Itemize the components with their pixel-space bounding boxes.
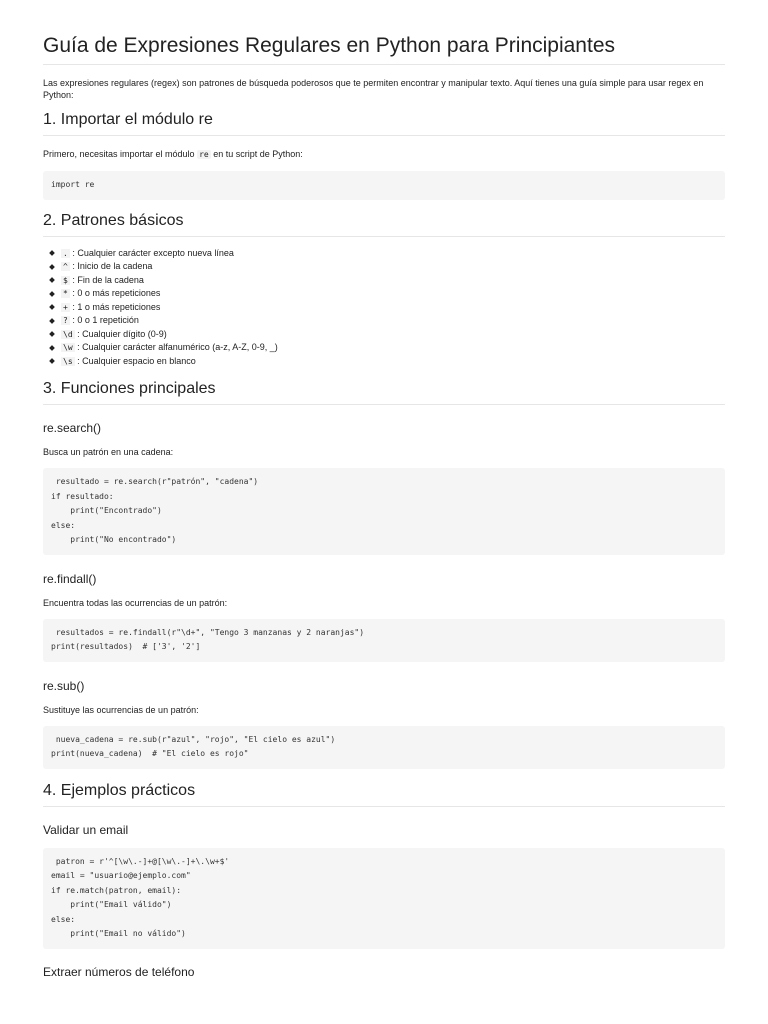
basic-patterns-list <box>43 247 725 369</box>
re-findall-title: re.findall() <box>43 571 97 586</box>
re-search-title: re.search() <box>43 421 102 435</box>
list-item: ^ : Inicio de la cadena <box>61 260 725 274</box>
section-1-heading: 1. Importar el módulo re <box>43 111 725 136</box>
section-3-heading: 3. Funciones principales <box>43 380 725 405</box>
list-item: $ : Fin de la cadena <box>61 274 725 288</box>
section-2-heading: 2. Patrones básicos <box>43 212 725 237</box>
page-title: Guía de Expresiones Regulares en Python para Principiantes <box>43 0 725 65</box>
phone-example-title: Extraer números de teléfono <box>43 964 195 979</box>
intro-paragraph: Las expresiones regulares (regex) son patrones de búsqueda poderosos que te permiten encontrar y manipular texto. Aquí tienes una guía simple para usar regex en Python: <box>43 78 704 100</box>
list-item: + : 1 o más repeticiones <box>61 301 725 315</box>
re-sub-text: Sustituye las ocurrencias de un patrón: <box>43 704 199 715</box>
code-block-sub: nueva_cadena = re.sub(r"azul", "rojo", "El cielo es azul") print(nueva_cadena) # "El cielo es rojo" <box>43 726 725 769</box>
list-item: * : 0 o más repeticiones <box>61 287 725 301</box>
list-item: ? : 0 o 1 repetición <box>61 314 725 328</box>
email-example-title: Validar un email <box>43 822 129 837</box>
list-item: \s : Cualquier espacio en blanco <box>61 355 725 369</box>
inline-code: re <box>199 150 209 159</box>
re-sub-title: re.sub() <box>43 678 85 693</box>
list-item: . : Cualquier carácter excepto nueva línea <box>61 247 725 261</box>
section-4-heading: 4. Ejemplos prácticos <box>43 782 725 807</box>
re-findall-text: Encuentra todas las ocurrencias de un patrón: <box>43 597 228 608</box>
code-block-findall: resultados = re.findall(r"\d+", "Tengo 3 manzanas y 2 naranjas") print(resultados) # ['3', '2'] <box>43 619 725 662</box>
code-block-import: import re <box>43 171 725 200</box>
section-1-text: Primero, necesitas importar el módulo re en tu script de Python: <box>43 149 303 159</box>
code-block-email: patron = r'^[\w\.-]+@[\w\.-]+\.\w+$' email = "usuario@ejemplo.com" if re.match(patron, email): print("Email válido") else: print("Email no válido") <box>43 848 725 949</box>
list-item: \w : Cualquier carácter alfanumérico (a-z, A-Z, 0-9, _) <box>61 341 725 355</box>
re-search-text: Busca un patrón en una cadena: <box>43 447 174 457</box>
list-item: \d : Cualquier dígito (0-9) <box>61 328 725 342</box>
code-block-search: resultado = re.search(r"patrón", "cadena") if resultado: print("Encontrado") else: print("No encontrado") <box>43 468 725 555</box>
